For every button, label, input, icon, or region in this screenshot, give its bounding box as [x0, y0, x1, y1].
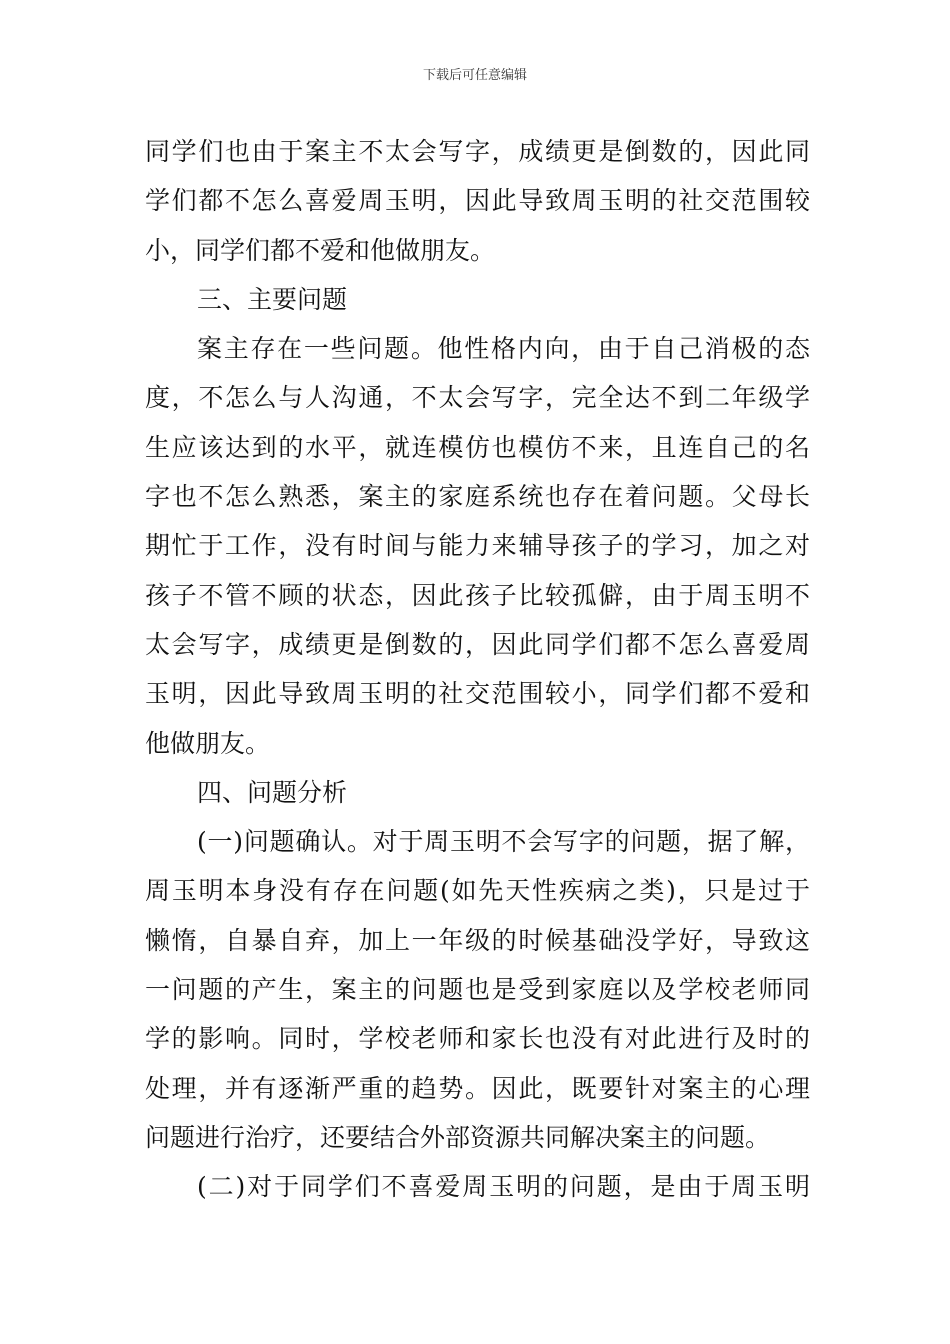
text-line: 他做朋友。 — [145, 728, 271, 758]
section-heading: 四、问题分析 — [197, 777, 348, 807]
text-line: 字也不怎么熟悉，案主的家庭系统也存在着问题。父母长 — [145, 482, 810, 512]
text-line: 期忙于工作，没有时间与能力来辅导孩子的学习，加之对 — [145, 531, 810, 561]
document-body — [145, 127, 810, 1212]
text-line: (二)对于同学们不喜爱周玉明的问题，是由于周玉明 — [197, 1172, 810, 1202]
text-line: 孩子不管不顾的状态，因此孩子比较孤僻，由于周玉明不 — [145, 580, 810, 610]
text-line: 小，同学们都不爱和他做朋友。 — [145, 235, 496, 265]
text-line: 同学们也由于案主不太会写字，成绩更是倒数的，因此同 — [145, 137, 810, 166]
text-line: 度，不怎么与人沟通，不太会写字，完全达不到二年级学 — [145, 383, 810, 413]
text-line: 问题进行治疗，还要结合外部资源共同解决案主的问题。 — [145, 1122, 771, 1152]
text-line: (一)问题确认。对于周玉明不会写字的问题，据了解， — [197, 827, 810, 857]
text-line: 处理，并有逐渐严重的趋势。因此，既要针对案主的心理 — [145, 1073, 810, 1103]
text-line: 生应该达到的水平，就连模仿也模仿不来，且连自己的名 — [145, 432, 810, 462]
text-line: 一问题的产生，案主的问题也是受到家庭以及学校老师同 — [145, 975, 810, 1005]
text-line: 学的影响。同时，学校老师和家长也没有对此进行及时的 — [145, 1024, 810, 1054]
text-line: 周玉明本身没有存在问题(如先天性疾病之类)，只是过于 — [145, 876, 810, 906]
section-heading: 三、主要问题 — [197, 284, 348, 314]
text-line: 懒惰，自暴自弃，加上一年级的时候基础没学好，导致这 — [145, 925, 810, 955]
text-line: 案主存在一些问题。他性格内向，由于自己消极的态 — [197, 334, 810, 364]
text-line: 太会写字，成绩更是倒数的，因此同学们都不怎么喜爱周 — [145, 629, 810, 659]
text-line: 玉明，因此导致周玉明的社交范围较小，同学们都不爱和 — [145, 679, 810, 709]
text-line: 学们都不怎么喜爱周玉明，因此导致周玉明的社交范围较 — [145, 186, 810, 216]
page-header: 下载后可任意编辑 — [422, 68, 527, 83]
